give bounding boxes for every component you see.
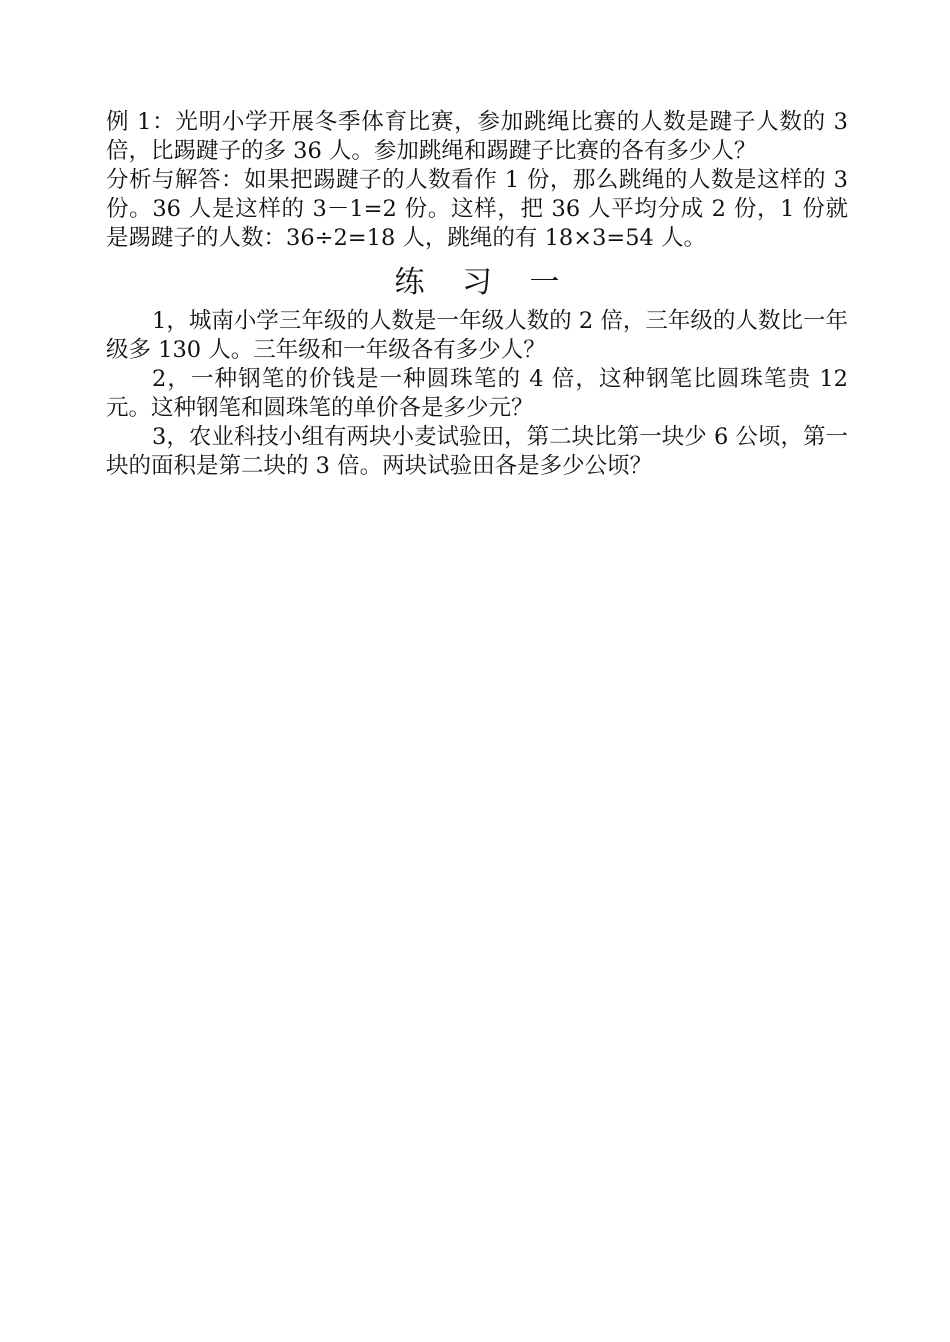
exercise-item-3: 3，农业科技小组有两块小麦试验田，第二块比第一块少 6 公顷，第一块的面积是第二块的 3 倍。两块试验田各是多少公顷？ [106, 424, 848, 479]
exercise-title: 练 习 一 [394, 265, 574, 300]
example-analysis: 分析与解答：如果把踢踺子的人数看作 1 份，那么跳绳的人数是这样的 3 份。36 人是这样的 3－1=2 份。这样，把 36 人平均分成 2 份，1 份就是踢踺子的人数：36÷2=18 人，跳绳的有 18×3=54 人。 [106, 167, 848, 251]
document-page [106, 108, 848, 481]
example-problem: 例 1：光明小学开展冬季体育比赛，参加跳绳比赛的人数是踺子人数的 3 倍，比踢踺子的多 36 人。参加跳绳和踢踺子比赛的各有多少人？ [106, 109, 848, 164]
exercise-item-1: 1，城南小学三年级的人数是一年级人数的 2 倍，三年级的人数比一年级多 130 人。三年级和一年级各有多少人？ [106, 308, 848, 363]
exercise-item-2: 2，一种钢笔的价钱是一种圆珠笔的 4 倍，这种钢笔比圆珠笔贵 12 元。这种钢笔和圆珠笔的单价各是多少元？ [106, 366, 848, 421]
